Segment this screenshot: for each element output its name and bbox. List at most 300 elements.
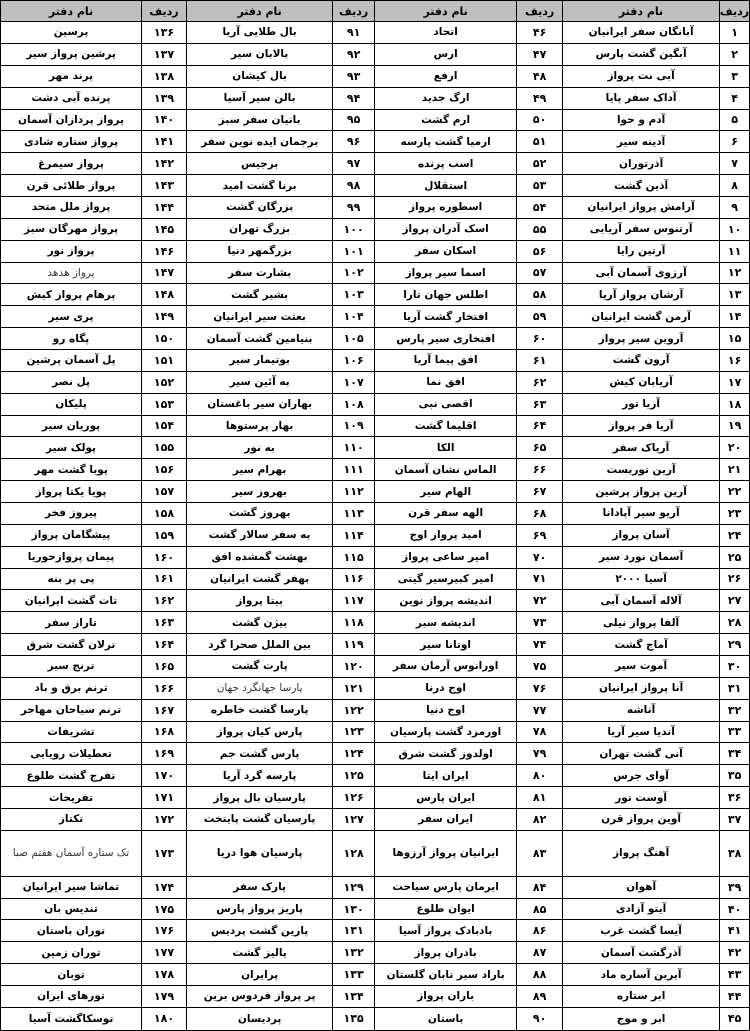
table-row [187, 394, 374, 416]
row-number: ۱۳۷ [141, 44, 186, 65]
office-name: بهفر گشت ایرانیان [210, 572, 310, 585]
row-number: ۱۷۸ [141, 964, 186, 985]
table-row [375, 612, 562, 634]
office-name: پگاه رو [52, 332, 90, 345]
row-number: ۱۵۶ [141, 459, 186, 480]
row-number: ۴۰ [719, 899, 749, 920]
row-number: ۱۷۵ [141, 899, 186, 920]
row-number: ۷۶ [516, 678, 562, 699]
table-row [1, 219, 186, 241]
row-number: ۱۳۳ [332, 964, 374, 985]
row-number: ۴۱ [719, 920, 749, 941]
row-number: ۸۷ [516, 942, 562, 963]
table-row [563, 66, 749, 88]
office-name: ارم گشت [421, 113, 471, 126]
office-name: بادران پرواز [414, 946, 477, 959]
office-name: پرایران [241, 968, 279, 981]
row-number: ۱۶۰ [141, 547, 186, 568]
table-row [375, 153, 562, 175]
row-number: ۳۵ [719, 765, 749, 786]
row-number: ۱۰۵ [332, 328, 374, 349]
row-number: ۱۵۳ [141, 394, 186, 415]
row-number: ۱۹ [719, 416, 749, 437]
office-name: آسمان نورد سیر [598, 551, 684, 564]
row-number: ۱۴۱ [141, 131, 186, 152]
row-number: ۱۱۲ [332, 481, 374, 502]
row-number: ۱۶۱ [141, 569, 186, 590]
row-number: ۹۵ [332, 110, 374, 131]
row-number: ۶۰ [516, 328, 562, 349]
table-row [187, 503, 374, 525]
row-number: ۲ [719, 44, 749, 65]
office-name: پرواز سیمرغ [38, 157, 104, 170]
table-row [375, 743, 562, 765]
row-number: ۱۵۴ [141, 416, 186, 437]
table-row [1, 175, 186, 197]
row-number: ۱۶۹ [141, 743, 186, 764]
table-row [375, 656, 562, 678]
table-row [187, 809, 374, 831]
office-name: آماج گشت [614, 638, 668, 651]
office-name: اوج دنیا [426, 704, 466, 717]
row-number: ۳۴ [719, 743, 749, 764]
table-row [375, 986, 562, 1008]
office-name: پرواز ملل متحد [31, 201, 111, 214]
row-number: ۹ [719, 197, 749, 218]
table-row [563, 284, 749, 306]
office-name: بهار پرستوها [225, 419, 294, 432]
office-name: اقصی نبی [418, 398, 473, 411]
office-name: آبگین گشت پارس [595, 48, 687, 61]
office-name: تک ستاره آسمان هفتم صبا [12, 847, 130, 860]
row-number: ۱۲۹ [332, 877, 374, 898]
office-name: باراد سیر تابان گلستان [386, 968, 505, 981]
office-name: پارس کیان پرواز [216, 725, 303, 738]
office-name: پرسین [53, 26, 89, 39]
row-number: ۱ [719, 22, 749, 43]
office-name: آهنگ پرواز [612, 847, 670, 860]
table-column-group-2 [374, 1, 562, 1030]
table-row [187, 831, 374, 877]
office-name: پوریان سیر [41, 419, 101, 432]
table-row [375, 525, 562, 547]
office-name: بین الملل صحرا گرد [208, 638, 311, 651]
table-row [563, 809, 749, 831]
row-number: ۱۷۶ [141, 920, 186, 941]
office-name: بیتا پرواز [236, 594, 283, 607]
table-row [187, 986, 374, 1008]
office-name: آریا فر پرواز [608, 419, 674, 432]
table-row [1, 503, 186, 525]
table-row [1, 263, 186, 285]
table-row [187, 942, 374, 964]
office-name: پر پرواز فردوس برین [203, 990, 316, 1003]
row-number: ۵۸ [516, 284, 562, 305]
row-number: ۱۱۳ [332, 503, 374, 524]
table-row [563, 765, 749, 787]
office-name: الماس نشان آسمان [394, 463, 497, 476]
table-row [375, 809, 562, 831]
office-name: پرواز پردازان آسمان [18, 113, 124, 126]
row-number: ۹۳ [332, 66, 374, 87]
row-number: ۱۰۹ [332, 416, 374, 437]
office-name: آهوان [626, 881, 657, 894]
table-row [1, 765, 186, 787]
row-number: ۱۳۴ [332, 986, 374, 1007]
office-name: پارت گشت [231, 660, 288, 673]
table-row [563, 153, 749, 175]
row-number: ۱۴۹ [141, 306, 186, 327]
table-row [375, 44, 562, 66]
row-number: ۳۹ [719, 877, 749, 898]
table-row [187, 110, 374, 132]
table-row [187, 350, 374, 372]
table-row [187, 88, 374, 110]
row-number: ۷۱ [516, 569, 562, 590]
row-number: ۱۷۲ [141, 809, 186, 830]
office-name: پرواز طلائی قرن [26, 179, 116, 192]
table-row [375, 22, 562, 44]
office-name: آداک سفر پایا [605, 92, 677, 105]
table-row [563, 525, 749, 547]
table-row [375, 503, 562, 525]
row-number: ۳۳ [719, 722, 749, 743]
header-office-name: نام دفتر [48, 4, 94, 18]
table-row [187, 416, 374, 438]
table-row [375, 306, 562, 328]
table-row [1, 350, 186, 372]
office-name: ترنج سیر [47, 660, 95, 673]
row-number: ۱۴۷ [141, 263, 186, 284]
row-number: ۳۰ [719, 656, 749, 677]
table-row [1, 88, 186, 110]
row-number: ۱۲۰ [332, 656, 374, 677]
office-name: اسک آدران پرواز [402, 223, 489, 236]
table-row [375, 328, 562, 350]
row-number: ۱۴۲ [141, 153, 186, 174]
office-name: پارسیان گشت پایتخت [203, 813, 316, 826]
table-row [1, 306, 186, 328]
row-number: ۲۴ [719, 525, 749, 546]
office-name: آناشه [626, 704, 656, 717]
row-number: ۸۴ [516, 877, 562, 898]
table-row [375, 394, 562, 416]
office-name: آریا تور [622, 398, 660, 411]
table-row [187, 634, 374, 656]
office-name: آذرتوران [619, 157, 664, 170]
table-row [375, 877, 562, 899]
header-office-name: نام دفتر [423, 4, 468, 18]
row-number: ۱۱۴ [332, 525, 374, 546]
row-number: ۵۳ [516, 175, 562, 196]
row-number: ۶۵ [516, 437, 562, 458]
row-number: ۴۸ [516, 66, 562, 87]
office-name: پارسیان بال پرواز [213, 791, 306, 804]
table-row [563, 634, 749, 656]
table-row [563, 219, 749, 241]
table-row [563, 920, 749, 942]
table-row [563, 110, 749, 132]
row-number: ۱۲۷ [332, 809, 374, 830]
row-number: ۱۸ [719, 394, 749, 415]
table-row [1, 328, 186, 350]
header-office-name: نام دفتر [237, 4, 282, 18]
row-number: ۴۴ [719, 986, 749, 1007]
office-name: پرشین پرواز سیر [26, 48, 116, 61]
table-row [563, 22, 749, 44]
row-number: ۱۵۷ [141, 481, 186, 502]
table-row [187, 525, 374, 547]
table-row [1, 437, 186, 459]
row-number: ۱۰۶ [332, 350, 374, 371]
table-row [563, 942, 749, 964]
office-name: پارسه گرد آریا [222, 769, 297, 782]
row-number: ۶۲ [516, 372, 562, 393]
office-name: آرشان پرواز آریا [598, 288, 684, 301]
row-number: ۱۱ [719, 241, 749, 262]
row-number: ۱۷۷ [141, 942, 186, 963]
table-row [563, 503, 749, 525]
table-row [187, 437, 374, 459]
table-row [375, 569, 562, 591]
office-name: آرتین رایا [616, 245, 666, 258]
office-name: اطلس جهان تارا [403, 288, 489, 301]
row-number: ۱۷۰ [141, 765, 186, 786]
row-number: ۷۴ [516, 634, 562, 655]
table-row [187, 306, 374, 328]
row-number: ۹۴ [332, 88, 374, 109]
row-number: ۱۵۸ [141, 503, 186, 524]
office-name: الکا [436, 441, 455, 454]
table-header [187, 1, 374, 22]
office-name: پری سیر [48, 310, 94, 323]
office-name: تورهای ایران [37, 990, 105, 1003]
row-number: ۸۰ [516, 765, 562, 786]
table-row [1, 459, 186, 481]
office-name: آبانگان سفر ایرانیان [588, 26, 694, 39]
office-name: افق نما [426, 376, 465, 389]
row-number: ۱۱۱ [332, 459, 374, 480]
table-row [187, 787, 374, 809]
office-name: بهشت گمشده افق [211, 551, 308, 564]
office-name: ارمیا گشت پارسه [400, 135, 491, 148]
office-name: اندیشه پرواز نوین [399, 594, 492, 607]
table-row [1, 66, 186, 88]
office-name: پارسیان هوا دریا [216, 847, 303, 860]
table-column-group-1 [562, 1, 749, 1030]
office-name: آریاک سفر [612, 441, 670, 454]
table-row [1, 394, 186, 416]
row-number: ۵ [719, 110, 749, 131]
table-row [563, 328, 749, 350]
office-name: توسکاگشت آسیا [28, 1012, 114, 1025]
row-number: ۱۱۶ [332, 569, 374, 590]
office-name: توران زمین [41, 946, 101, 959]
row-number: ۶۴ [516, 416, 562, 437]
office-name: آرزوی آسمان آبی [595, 266, 687, 279]
row-number: ۱۰۱ [332, 241, 374, 262]
table-row [563, 787, 749, 809]
table-row [375, 920, 562, 942]
row-number: ۱۵۵ [141, 437, 186, 458]
row-number: ۳۲ [719, 700, 749, 721]
office-name: آرامش پرواز ایرانیان [587, 201, 695, 214]
table-row [187, 877, 374, 899]
table-row [375, 284, 562, 306]
row-number: ۱۷۹ [141, 986, 186, 1007]
row-number: ۹۰ [516, 1008, 562, 1030]
row-number: ۸۹ [516, 986, 562, 1007]
office-name: پلیکان [55, 398, 87, 411]
row-number: ۴۳ [719, 964, 749, 985]
office-name: باران پرواز [417, 990, 475, 1003]
table-row [375, 787, 562, 809]
table-row [375, 722, 562, 744]
row-number: ۸۸ [516, 964, 562, 985]
row-number: ۷۷ [516, 700, 562, 721]
row-number: ۱۳۲ [332, 942, 374, 963]
office-name: برنا گشت امید [222, 179, 297, 192]
row-number: ۱۷۱ [141, 787, 186, 808]
row-number: ۱۲ [719, 263, 749, 284]
table-row [1, 153, 186, 175]
office-name: پرواز ستاره شادی [23, 135, 119, 148]
table-row [375, 547, 562, 569]
row-number: ۱۱۷ [332, 590, 374, 611]
office-name: تفریحات [48, 791, 94, 804]
row-number: ۴۵ [719, 1008, 749, 1030]
office-name: آوای جرس [613, 769, 669, 782]
row-number: ۵۴ [516, 197, 562, 218]
table-row [187, 328, 374, 350]
table-header [375, 1, 562, 22]
office-name: بنیامین گشت آسمان [206, 332, 313, 345]
row-number: ۱۱۵ [332, 547, 374, 568]
table-row [563, 964, 749, 986]
row-number: ۱۷۳ [141, 831, 186, 876]
row-number: ۱۰۸ [332, 394, 374, 415]
table-row [1, 372, 186, 394]
table-row [375, 131, 562, 153]
office-name: ایران سفر [418, 813, 473, 826]
office-name: تماشا سیر ایرانیان [22, 881, 120, 894]
office-name: آریو سیر آپادانا [602, 507, 680, 520]
table-row [563, 547, 749, 569]
office-name: اوتانا سیر [420, 638, 471, 651]
table-column-group-4 [1, 1, 186, 1030]
row-number: ۷۵ [516, 656, 562, 677]
table-row [563, 656, 749, 678]
office-name: بهروز سیر [232, 485, 287, 498]
office-name: تشریفات [47, 725, 95, 738]
office-name: ایران ایتا [422, 769, 469, 782]
row-number: ۳۶ [719, 787, 749, 808]
row-number: ۱۳۸ [141, 66, 186, 87]
table-row [375, 1008, 562, 1030]
row-number: ۱۲۲ [332, 700, 374, 721]
row-number: ۱۱۹ [332, 634, 374, 655]
row-number: ۱۶۸ [141, 722, 186, 743]
row-number: ۴۹ [516, 88, 562, 109]
office-name: آیتو آزادی [615, 903, 667, 916]
row-number: ۱۰۷ [332, 372, 374, 393]
office-name: پرواز نور [47, 245, 95, 258]
row-number: ۱۶۶ [141, 678, 186, 699]
row-number: ۷۰ [516, 547, 562, 568]
row-number: ۶۱ [516, 350, 562, 371]
row-number: ۳۸ [719, 831, 749, 876]
office-name: به سفر سالار گشت [208, 529, 311, 542]
table-row [187, 481, 374, 503]
office-name: پل آسمان پرشین [26, 354, 116, 367]
office-name: آذرگشت آسمان [600, 946, 682, 959]
table-row [563, 88, 749, 110]
row-number: ۱۳ [719, 284, 749, 305]
row-number: ۹۹ [332, 197, 374, 218]
table-row [1, 787, 186, 809]
row-number: ۱۰۳ [332, 284, 374, 305]
row-number: ۸۵ [516, 899, 562, 920]
row-number: ۶۶ [516, 459, 562, 480]
table-row [1, 743, 186, 765]
office-name: اندیشه سیر [415, 616, 476, 629]
row-number: ۱۴۴ [141, 197, 186, 218]
table-row [187, 765, 374, 787]
table-row [1, 416, 186, 438]
office-name: افتخار گشت آریا [403, 310, 489, 323]
row-number: ۳۱ [719, 678, 749, 699]
office-name: بالن سیر آسیا [223, 92, 296, 105]
table-row [563, 263, 749, 285]
row-number: ۲۲ [719, 481, 749, 502]
row-number: ۱۵۹ [141, 525, 186, 546]
office-name: پردیسان [237, 1012, 282, 1025]
row-number: ۵۲ [516, 153, 562, 174]
table-row [563, 459, 749, 481]
office-name: ارس [433, 48, 458, 61]
table-row [1, 634, 186, 656]
office-name: تعطیلات رویایی [30, 747, 112, 760]
row-number: ۸۶ [516, 920, 562, 941]
table-row [563, 394, 749, 416]
office-name: پارس گشت جم [219, 747, 300, 760]
table-header [563, 1, 749, 22]
office-name: بادبادک پرواز آسیا [398, 924, 493, 937]
office-name: بزرگمهر دنیا [227, 245, 292, 258]
office-name: افق پیما آریا [413, 354, 478, 367]
row-number: ۹۱ [332, 22, 374, 43]
table-row [187, 612, 374, 634]
table-row [187, 569, 374, 591]
office-name: ایوان طلوع [416, 903, 475, 916]
office-name: اولدوز گشت شرق [398, 747, 493, 760]
row-number: ۱۵ [719, 328, 749, 349]
row-number: ۶۷ [516, 481, 562, 502]
office-name: پرواز مهرگان سبز [23, 223, 119, 236]
table-row [187, 459, 374, 481]
row-number: ۷۹ [516, 743, 562, 764]
table-row [563, 877, 749, 899]
office-name: ارفع [433, 70, 458, 83]
row-number: ۱۸۰ [141, 1008, 186, 1030]
office-name: بزرگ تهران [229, 223, 291, 236]
table-row [563, 831, 749, 877]
table-row [375, 700, 562, 722]
office-name: امید پرواز اوج [409, 529, 482, 542]
table-row [1, 964, 186, 986]
office-name: آوست تور [615, 791, 667, 804]
table-row [375, 372, 562, 394]
